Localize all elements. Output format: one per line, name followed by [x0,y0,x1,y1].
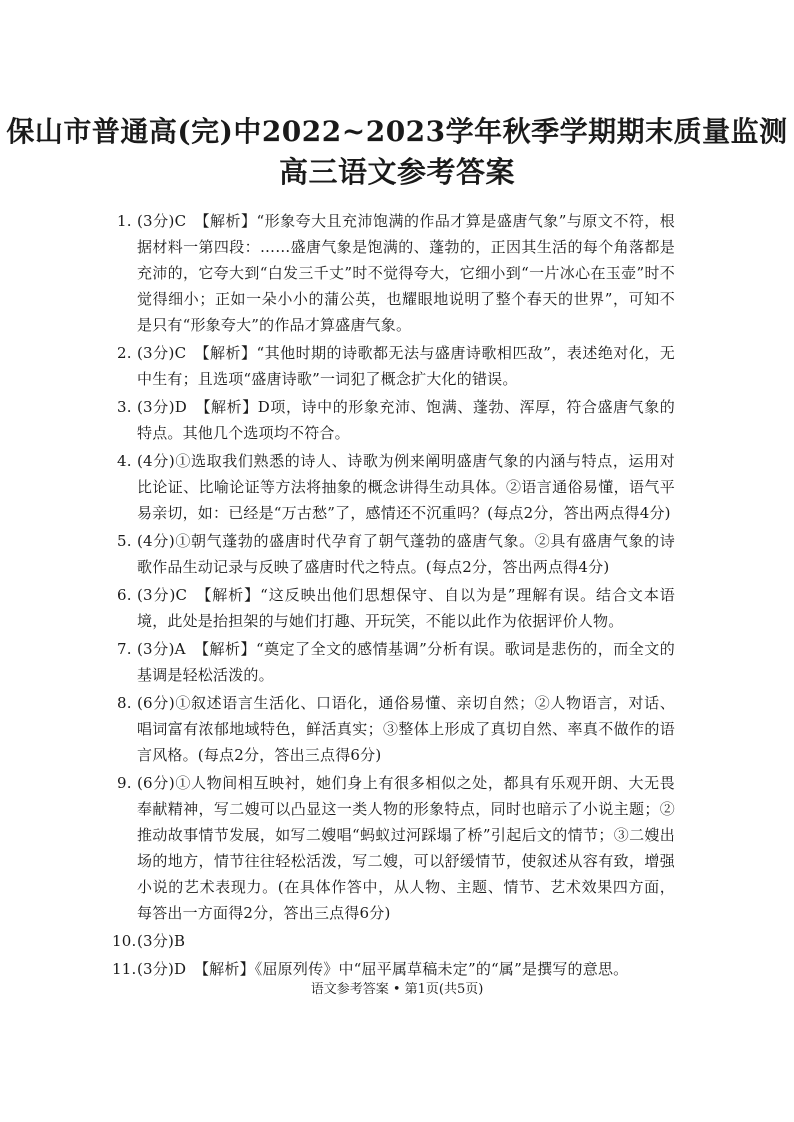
answer-number: 6. [117,586,132,604]
answer-item-7 [0,636,675,688]
answer-text: (6分)①人物间相互映衬，她们身上有很多相似之处，都具有乐观开朗、大无畏奉献精神，写二嫂可以凸显这一类人物的形象特点，同时也暗示了小说主题；②推动故事情节发展，如写二嫂唱“蚂蚁过河踩塌了桥”引起后文的情节；③二嫂出场的地方，情节往往轻松活泼，写二嫂，可以舒缓情节，使叙述从容有致，增强小说的艺术表现力。(在具体作答中，从人物、主题、情节、艺术效果四方面，每答出一方面得2分，答出三点得6分) [137,774,675,922]
answer-number: 2. [117,344,132,362]
answer-text: (3分)A 【解析】“奠定了全文的感情基调”分析有误。歌词是悲伤的，而全文的基调是轻松活泼的。 [137,640,675,684]
answer-text: (3分)D 【解析】D项，诗中的形象充沛、饱满、蓬勃、浑厚，符合盛唐气象的特点。其他几个选项均不符合。 [137,398,675,442]
answer-text: (4分)①选取我们熟悉的诗人、诗歌为例来阐明盛唐气象的内涵与特点，运用对比论证、比喻论证等方法将抽象的概念讲得生动具体。②语言通俗易懂，语气平易亲切，如：已经是“万古愁”了，感情还不沉重吗？(每点2分，答出两点得4分) [137,452,675,522]
document-title: 保山市普通高(完)中2022~2023学年秋季学期期末质量监测 [6,115,788,148]
answer-text: (3分)C 【解析】“其他时期的诗歌都无法与盛唐诗歌相匹敌”，表述绝对化，无中生有；且选项“盛唐诗歌”一词犯了概念扩大化的错误。 [137,344,675,388]
document-subtitle: 高三语文参考答案 [278,155,515,189]
page-footer: 语文参考答案 • 第1页(共5页) [310,982,484,997]
answer-number: 8. [117,694,132,712]
answer-number: 9. [117,774,132,792]
answer-text: (3分)C 【解析】“这反映出他们思想保守、自以为是”理解有误。结合文本语境，此处是抬担架的与她们打趣、开玩笑，不能以此作为依据评价人物。 [137,586,675,630]
answer-number: 3. [117,398,132,416]
answer-item-10 [0,928,675,954]
answer-item-1 [0,208,675,338]
answer-item-3 [0,394,675,446]
answer-text: (4分)①朝气蓬勃的盛唐时代孕育了朝气蓬勃的盛唐气象。②具有盛唐气象的诗歌作品生动记录与反映了盛唐时代之特点。(每点2分，答出两点得4分) [137,532,675,576]
answer-number: 11. [112,960,137,978]
answer-item-5 [0,528,675,580]
answer-list [0,208,794,982]
answer-number: 10. [112,932,137,950]
answer-number: 5. [117,532,132,550]
answer-text: (3分)C 【解析】“形象夸大且充沛饱满的作品才算是盛唐气象”与原文不符，根据材料一第四段：……盛唐气象是饱满的、蓬勃的，正因其生活的每个角落都是充沛的，它夸大到“白发三千丈”时不觉得夸大，它细小到“一片冰心在玉壶”时不觉得细小；正如一朵小小的蒲公英，也耀眼地说明了整个春天的世界”，可知不是只有“形象夸大”的作品才算盛唐气象。 [137,212,675,334]
answer-text: (3分)D 【解析】《屈原列传》中“屈平属草稿未定”的“属”是撰写的意思。 [137,960,629,978]
answer-item-9 [0,770,675,926]
answer-item-2 [0,340,675,392]
answer-item-4 [0,448,675,526]
answer-text: (3分)B [137,932,186,950]
answer-item-11 [0,956,675,982]
answer-number: 7. [117,640,132,658]
answer-number: 1. [117,212,132,230]
answer-text: (6分)①叙述语言生活化、口语化，通俗易懂、亲切自然；②人物语言，对话、唱词富有浓郁地域特色，鲜活真实；③整体上形成了真切自然、率真不做作的语言风格。(每点2分，答出三点得6分) [137,694,675,764]
answer-item-8 [0,690,675,768]
answer-number: 4. [117,452,132,470]
answer-item-6 [0,582,675,634]
